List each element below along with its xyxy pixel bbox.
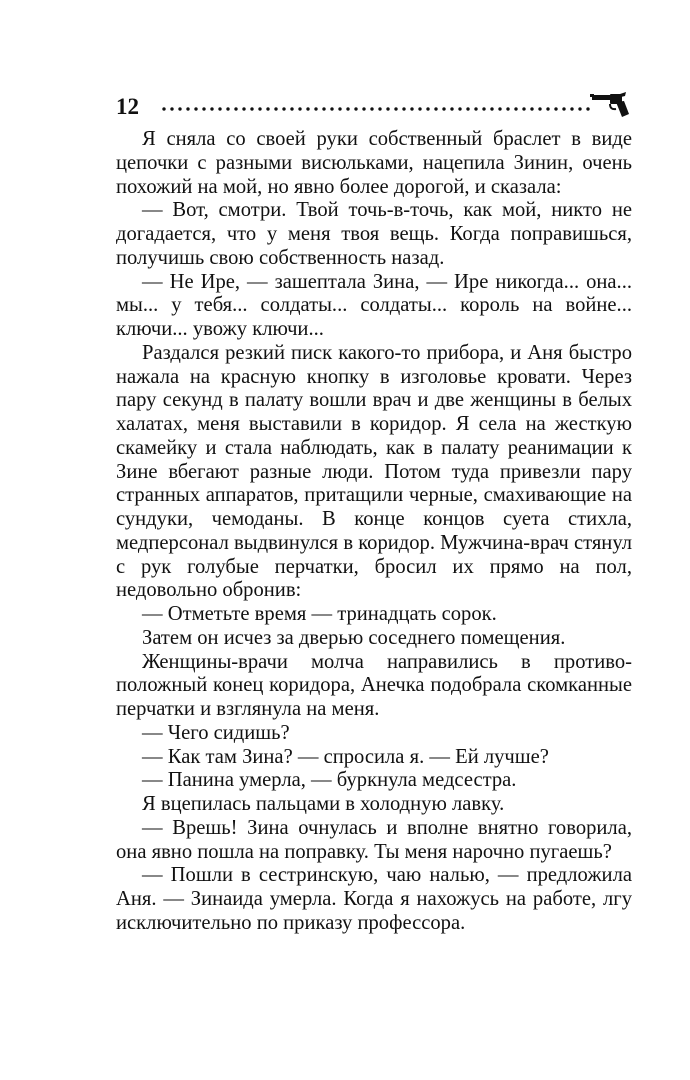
running-header — [116, 92, 630, 122]
paragraph: — Вот, смотри. Твой точь-в-точь, как мой, никто не догадается, что у меня твоя вещь. Когда поправишься, получишь свою собственность назад. — [116, 199, 632, 269]
dotted-rule — [160, 107, 592, 111]
paragraph: Я сняла со своей руки собственный браслет в виде цепочки с разными висюльками, нацепила Зинин, очень похожий на мой, но явно более дорогой, и сказала: — [116, 128, 632, 198]
revolver-icon — [590, 92, 630, 118]
paragraph: — Пошли в сестринскую, чаю налью, — предложила Аня. — Зинаида умерла. Когда я нахожусь на работе, лгу исключительно по приказу профессора. — [116, 864, 632, 934]
paragraph: — Отметьте время — тринадцать сорок. — [142, 603, 497, 625]
paragraph: Женщины-врачи молча направились в противоположный конец коридора, Анечка подобрала скомканные перчатки и взглянула на меня. — [116, 650, 632, 720]
paragraph: Я вцепилась пальцами в холодную лавку. — [142, 793, 505, 815]
page-number: 12 — [116, 94, 139, 119]
paragraph: — Панина умерла, — буркнула медсестра. — [142, 769, 517, 792]
paragraph: — Врешь! Зина очнулась и вполне внятно говорила, она явно пошла на поправку. Ты меня нарочно пугаешь? — [116, 816, 632, 863]
paragraph: Раздался резкий писк какого-то прибора, и Аня быстро нажала на красную кнопку в изголовье кровати. Через пару секунд в палату вошли врач и две женщины в белых халатах, меня выставили в коридор. Я села на жесткую скамейку и стала наблюдать, как в палату реанимации к Зине вбегают разные люди. Потом туда привезли пару странных аппаратов, притащили черные, смахивающие на сундуки, чемоданы. В конце концов суета стихла, медперсонал выдвинулся в коридор. Мужчина-врач стянул с рук голубые перчатки, бросил их прямо на пол, недовольно обронив: — [116, 341, 632, 602]
body-text — [116, 128, 632, 936]
paragraph: — Чего сидишь? — [142, 721, 290, 744]
paragraph: — Не Ире, — зашептала Зина, — Ире никогда... она... мы... у тебя... солдаты... солдаты... король на войне... ключи... увожу ключи... — [116, 270, 632, 340]
paragraph: — Как там Зина? — спросила я. — Ей лучше? — [142, 745, 549, 768]
paragraph: Затем он исчез за дверью соседнего помещения. — [142, 626, 566, 649]
